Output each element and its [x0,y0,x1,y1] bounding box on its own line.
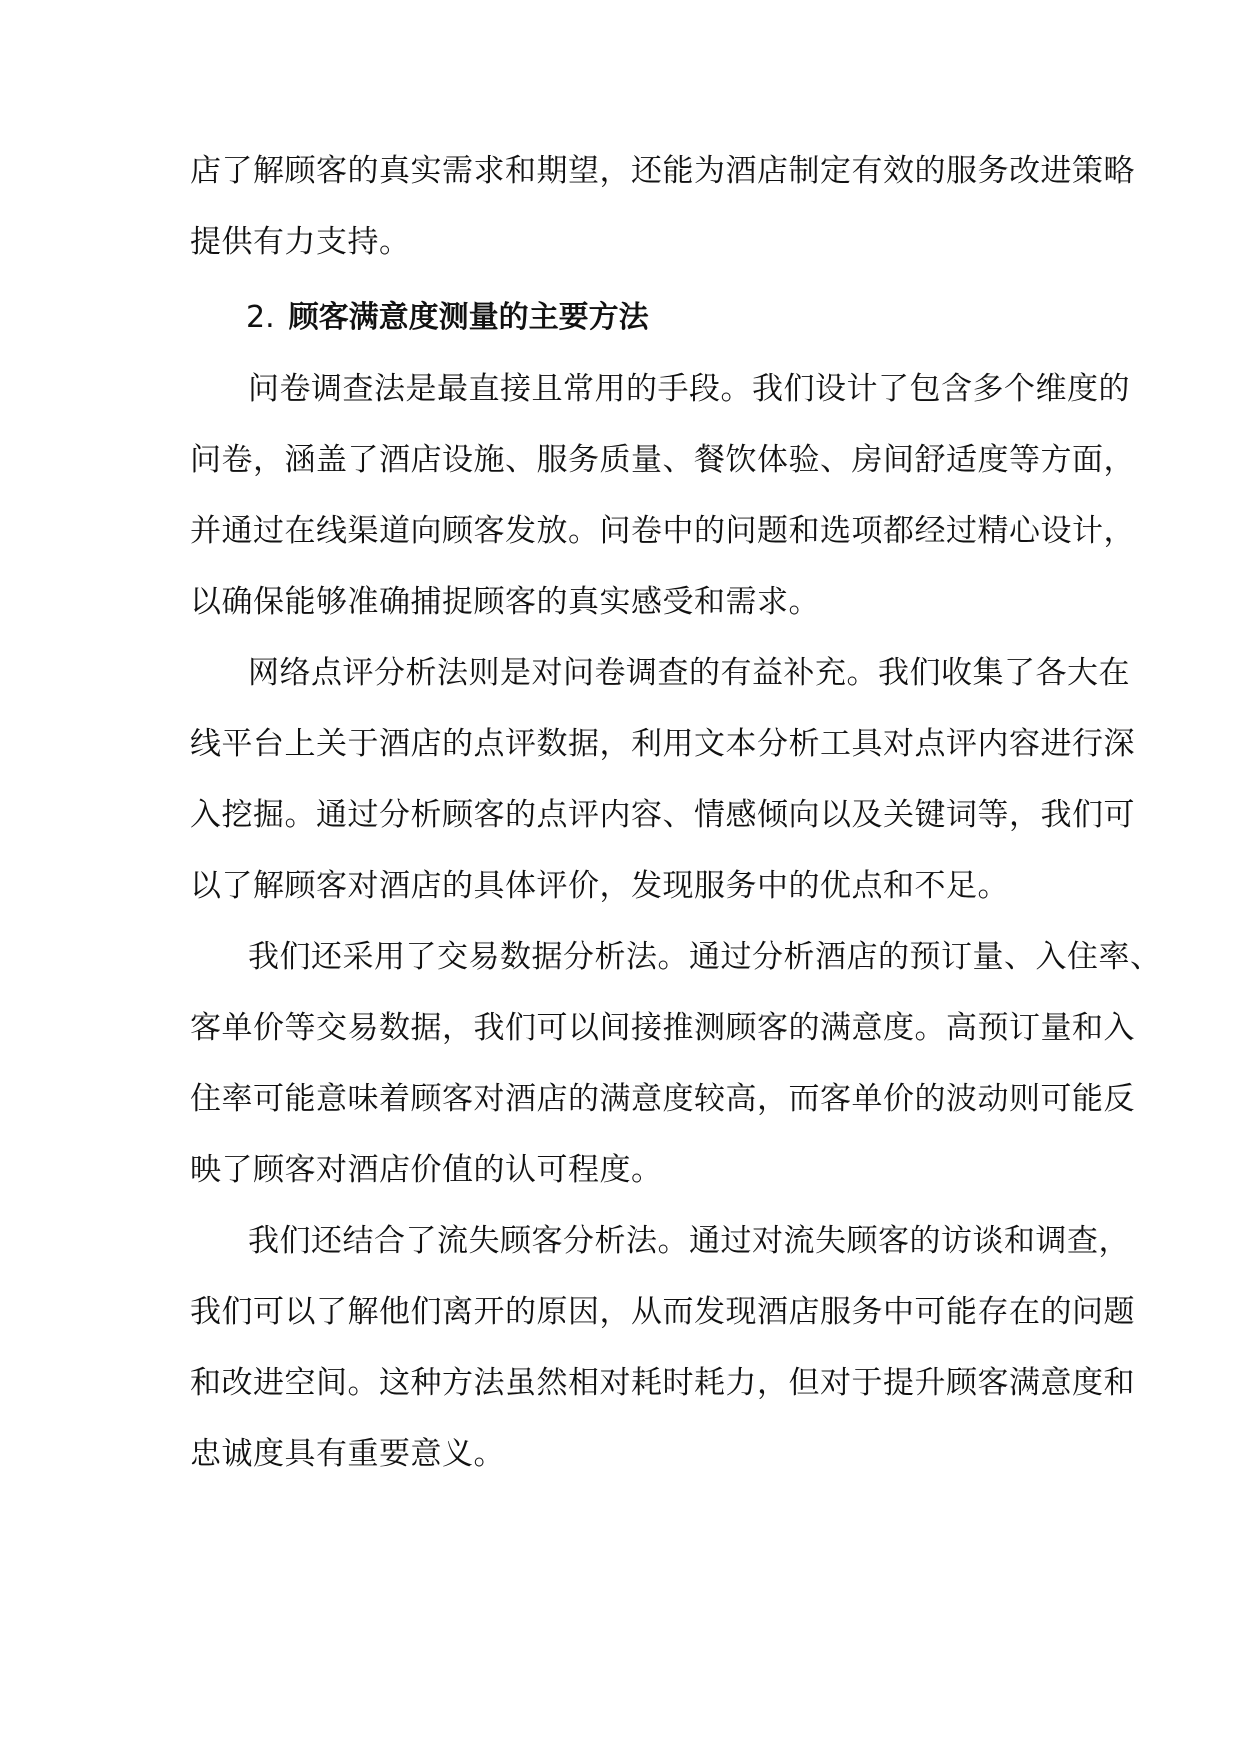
paragraph-3-line-1: 我们还采用了交易数据分析法。通过分析酒店的预订量、入住率、 [248,939,1162,975]
paragraph-3-line-4: 映了顾客对酒店价值的认可程度。 [190,1152,663,1188]
paragraph-1-line-4: 以确保能够准确捕捉顾客的真实感受和需求。 [190,584,820,620]
paragraph-3-line-2: 客单价等交易数据，我们可以间接推测顾客的满意度。高预订量和入 [190,1010,1135,1046]
paragraph-1-line-2: 问卷，涵盖了酒店设施、服务质量、餐饮体验、房间舒适度等方面， [190,442,1135,478]
paragraph-4-line-4: 忠诚度具有重要意义。 [190,1436,505,1472]
paragraph-1-line-3: 并通过在线渠道向顾客发放。问卷中的问题和选项都经过精心设计， [190,513,1135,549]
paragraph-4-line-1: 我们还结合了流失顾客分析法。通过对流失顾客的访谈和调查， [248,1223,1130,1259]
paragraph-2-line-4: 以了解顾客对酒店的具体评价，发现服务中的优点和不足。 [190,868,1009,904]
paragraph-1-line-1: 问卷调查法是最直接且常用的手段。我们设计了包含多个维度的 [248,371,1130,407]
paragraph-2-line-2: 线平台上关于酒店的点评数据，利用文本分析工具对点评内容进行深 [190,726,1135,762]
paragraph-4-line-2: 我们可以了解他们离开的原因，从而发现酒店服务中可能存在的问题 [190,1294,1135,1330]
section-heading [246,298,649,338]
intro-line-2: 提供有力支持。 [190,224,411,260]
section-title: 顾客满意度测量的主要方法 [288,300,649,335]
intro-line-1: 店了解顾客的真实需求和期望，还能为酒店制定有效的服务改进策略 [190,153,1135,189]
section-number: 2. [246,300,275,335]
paragraph-2-line-1: 网络点评分析法则是对问卷调查的有益补充。我们收集了各大在 [248,655,1130,691]
paragraph-4-line-3: 和改进空间。这种方法虽然相对耗时耗力，但对于提升顾客满意度和 [190,1365,1135,1401]
paragraph-2-line-3: 入挖掘。通过分析顾客的点评内容、情感倾向以及关键词等，我们可 [190,797,1135,833]
paragraph-3-line-3: 住率可能意味着顾客对酒店的满意度较高，而客单价的波动则可能反 [190,1081,1135,1117]
